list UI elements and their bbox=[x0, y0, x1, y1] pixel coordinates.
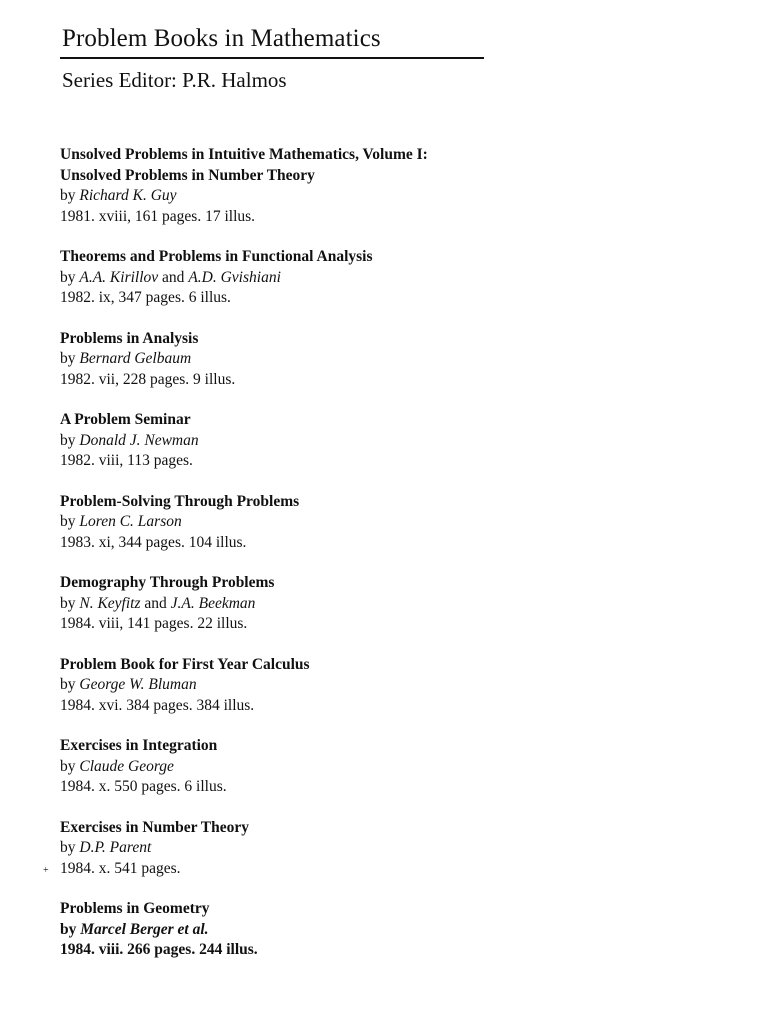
by-word: by bbox=[60, 920, 77, 938]
book-entry bbox=[60, 410, 720, 472]
book-byline bbox=[60, 757, 720, 778]
book-author: George W. Bluman bbox=[79, 676, 197, 693]
by-word: by bbox=[60, 594, 76, 612]
author-joiner: and bbox=[162, 268, 185, 286]
book-title: A Problem Seminar bbox=[60, 411, 191, 428]
book-byline bbox=[60, 349, 720, 370]
book-title: Exercises in Number Theory bbox=[60, 818, 250, 836]
book-title: Problem-Solving Through Problems bbox=[60, 492, 300, 510]
title-underline bbox=[60, 57, 484, 59]
book-author: Marcel Berger et al. bbox=[80, 920, 209, 938]
book-entry bbox=[60, 818, 720, 880]
book-byline bbox=[60, 431, 720, 452]
book-title: Problem Book for First Year Calculus bbox=[60, 655, 310, 673]
book-details: 1984. x. 541 pages. bbox=[60, 859, 181, 877]
book-byline bbox=[60, 594, 720, 615]
book-title: Exercises in Integration bbox=[60, 737, 218, 754]
book-author: Richard K. Guy bbox=[79, 187, 177, 204]
book-details: 1981. xviii, 161 pages. 17 illus. bbox=[60, 207, 256, 225]
book-title: Problems in Geometry bbox=[60, 900, 210, 917]
book-title: Problems in Analysis bbox=[60, 329, 199, 347]
book-entry bbox=[60, 736, 720, 798]
book-entry bbox=[60, 247, 720, 309]
book-details: 1982. ix, 347 pages. 6 illus. bbox=[60, 289, 231, 306]
book-entry bbox=[60, 655, 720, 717]
book-author: Claude George bbox=[79, 757, 174, 775]
book-details: 1982. vii, 228 pages. 9 illus. bbox=[60, 370, 236, 388]
book-author: Bernard Gelbaum bbox=[79, 350, 192, 367]
author-joiner: and bbox=[144, 594, 167, 612]
book-entry bbox=[60, 573, 720, 635]
book-byline bbox=[60, 186, 720, 207]
book-author: J.A. Beekman bbox=[170, 594, 256, 612]
by-word: by bbox=[60, 431, 76, 449]
stray-mark: + bbox=[43, 865, 49, 876]
book-details: 1984. xvi. 384 pages. 384 illus. bbox=[60, 696, 255, 714]
book-byline bbox=[60, 920, 720, 941]
by-word: by bbox=[60, 350, 76, 367]
book-title: Demography Through Problems bbox=[60, 574, 275, 591]
by-word: by bbox=[60, 268, 76, 286]
series-title: Problem Books in Mathematics bbox=[62, 25, 381, 52]
book-details: 1984. viii, 141 pages. 22 illus. bbox=[60, 615, 248, 632]
book-byline bbox=[60, 512, 720, 533]
by-word: by bbox=[60, 757, 76, 775]
by-word: by bbox=[60, 513, 76, 530]
book-author: A.D. Gvishiani bbox=[188, 268, 281, 286]
book-byline bbox=[60, 675, 720, 696]
book-author: Loren C. Larson bbox=[79, 513, 182, 530]
book-author: N. Keyfitz bbox=[79, 594, 141, 612]
book-entry bbox=[60, 492, 720, 554]
by-word: by bbox=[60, 839, 76, 856]
book-title: Unsolved Problems in Intuitive Mathematics, Volume I: bbox=[60, 146, 428, 163]
book-details: 1984. viii. 266 pages. 244 illus. bbox=[60, 941, 258, 958]
book-details: 1982. viii, 113 pages. bbox=[60, 452, 193, 469]
book-title: Theorems and Problems in Functional Analysis bbox=[60, 248, 373, 265]
book-details: 1984. x. 550 pages. 6 illus. bbox=[60, 778, 227, 795]
book-details: 1983. xi, 344 pages. 104 illus. bbox=[60, 533, 247, 551]
by-word: by bbox=[60, 676, 76, 693]
book-entry bbox=[60, 899, 720, 961]
book-author: Donald J. Newman bbox=[79, 431, 199, 449]
book-entry bbox=[60, 329, 720, 391]
book-entry bbox=[60, 145, 720, 227]
series-editor: Series Editor: P.R. Halmos bbox=[62, 68, 287, 92]
book-author: D.P. Parent bbox=[79, 839, 152, 856]
by-word: by bbox=[60, 187, 76, 204]
book-list bbox=[60, 145, 720, 981]
book-byline bbox=[60, 838, 720, 859]
book-byline bbox=[60, 268, 720, 289]
book-author: A.A. Kirillov bbox=[79, 268, 159, 286]
book-title: Unsolved Problems in Number Theory bbox=[60, 166, 315, 184]
